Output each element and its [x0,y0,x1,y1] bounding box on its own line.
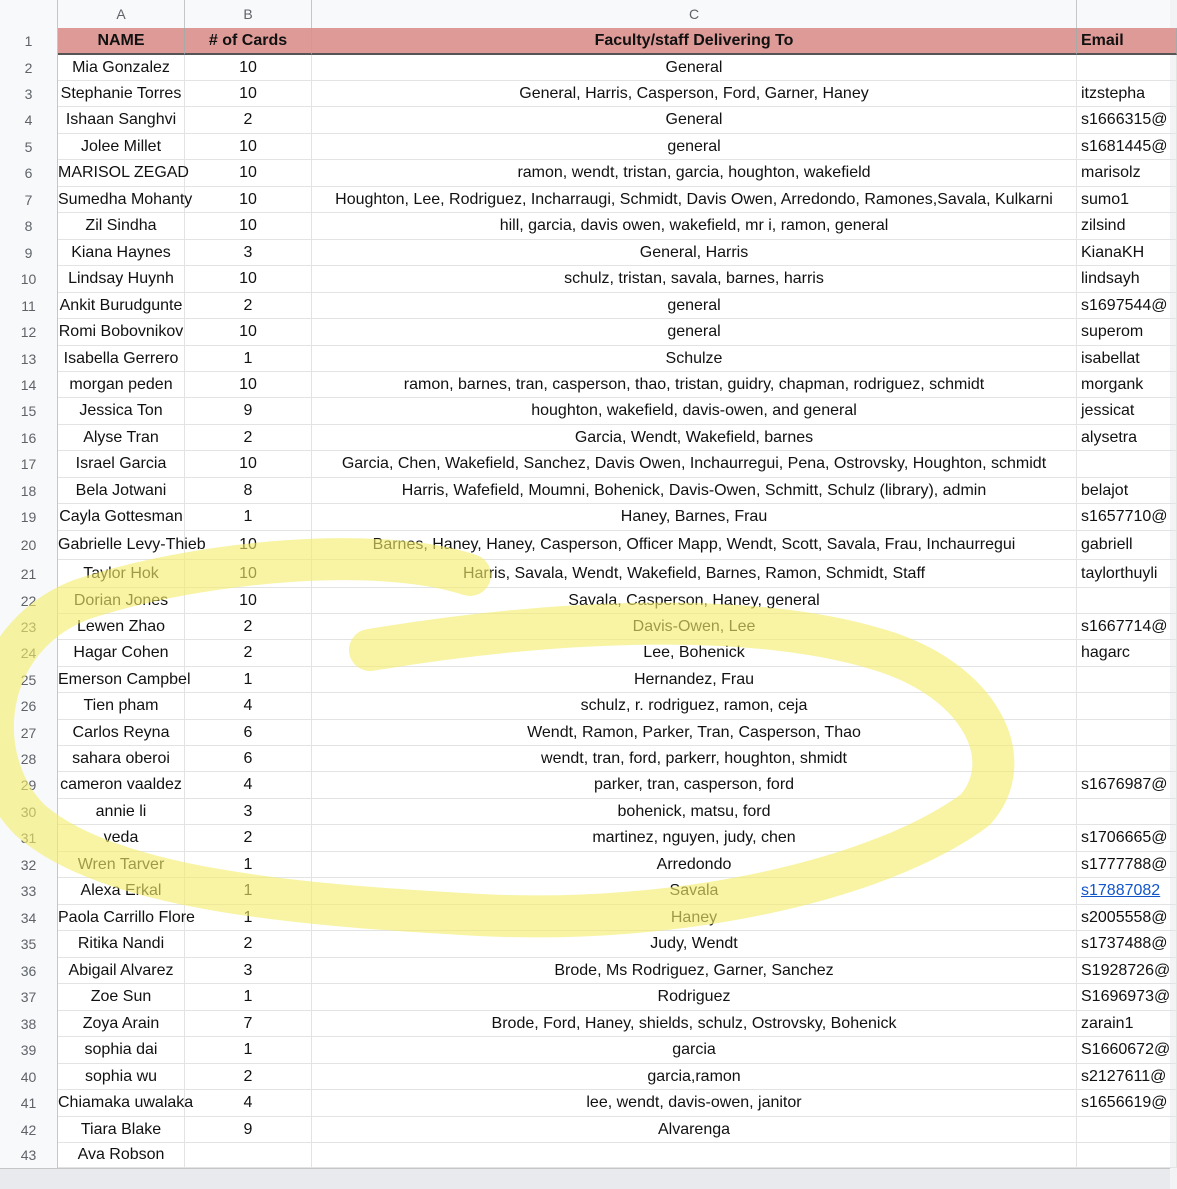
table-row [0,799,1170,825]
cell-cards[interactable]: 7 [185,1011,312,1037]
cell-name[interactable]: Ankit Burudgunte [58,293,185,319]
cell-email[interactable]: hagarc [1077,640,1177,667]
table-row [0,614,1170,640]
table-row [0,160,1170,187]
table-row [0,398,1170,425]
cell-faculty[interactable]: Arredondo [312,852,1077,878]
table-row [0,852,1170,878]
cell-cards[interactable]: 1 [185,852,312,878]
cell-faculty[interactable]: schulz, tristan, savala, barnes, harris [312,266,1077,293]
table-row [0,667,1170,693]
row-number[interactable]: 43 [0,1143,58,1168]
row-number[interactable]: 37 [0,984,58,1011]
cell-cards[interactable]: 8 [185,478,312,504]
cell-email[interactable]: superom [1077,319,1177,346]
cell-cards[interactable]: 10 [185,187,312,213]
row-number[interactable]: 33 [0,878,58,905]
cell-email[interactable] [1077,588,1177,614]
cell-faculty[interactable]: houghton, wakefield, davis-owen, and general [312,398,1077,425]
cell-cards[interactable]: 4 [185,772,312,799]
cell-name[interactable]: Sumedha Mohanty [58,187,185,213]
cell-cards[interactable]: 10 [185,55,312,81]
row-number[interactable]: 1 [0,28,58,55]
table-row [0,1143,1170,1168]
table-row [0,640,1170,667]
header-cell-email[interactable]: Email [1077,28,1177,55]
row-number[interactable]: 22 [0,588,58,614]
cell-email[interactable]: s1676987@ [1077,772,1177,799]
cell-faculty[interactable]: Garcia, Wendt, Wakefield, barnes [312,425,1077,451]
table-row [0,372,1170,398]
cell-faculty[interactable]: ramon, wendt, tristan, garcia, houghton, wakefield [312,160,1077,187]
cell-faculty[interactable]: general [312,319,1077,346]
cell-cards[interactable]: 6 [185,746,312,772]
cell-name[interactable]: Israel Garcia [58,451,185,478]
cell-name[interactable]: Taylor Hok [58,560,185,588]
cell-email[interactable] [1077,799,1177,825]
cell-email[interactable]: s1681445@ [1077,134,1177,160]
table-row [0,931,1170,958]
cell-cards[interactable]: 1 [185,346,312,372]
row-number[interactable]: 24 [0,640,58,667]
row-number[interactable]: 10 [0,266,58,293]
row-number[interactable]: 7 [0,187,58,213]
cell-faculty[interactable]: garcia,ramon [312,1064,1077,1090]
cell-faculty[interactable]: Lee, Bohenick [312,640,1077,667]
column-header-b[interactable]: B [185,0,312,28]
row-number[interactable]: 3 [0,81,58,107]
cell-name[interactable]: Cayla Gottesman [58,504,185,531]
cell-email[interactable] [1077,693,1177,720]
cell-cards[interactable]: 2 [185,614,312,640]
cell-email[interactable]: s1706665@ [1077,825,1177,852]
row-number[interactable]: 16 [0,425,58,451]
table-row [0,958,1170,984]
row-number[interactable]: 38 [0,1011,58,1037]
cell-name[interactable]: Carlos Reyna [58,720,185,746]
cell-cards[interactable]: 6 [185,720,312,746]
cell-cards[interactable]: 10 [185,372,312,398]
cell-name[interactable]: cameron vaaldez [58,772,185,799]
table-row [0,134,1170,160]
cell-name[interactable]: Jessica Ton [58,398,185,425]
cell-faculty[interactable]: bohenick, matsu, ford [312,799,1077,825]
cell-faculty[interactable]: hill, garcia, davis owen, wakefield, mr i, ramon, general [312,213,1077,240]
cell-email[interactable] [1077,1143,1177,1168]
column-header-a[interactable]: A [58,0,185,28]
row-number[interactable]: 36 [0,958,58,984]
table-row [0,693,1170,720]
table-row [0,266,1170,293]
cell-email[interactable]: s1666315@ [1077,107,1177,134]
cell-email[interactable]: morgank [1077,372,1177,398]
cell-cards[interactable]: 10 [185,319,312,346]
cell-cards[interactable]: 2 [185,640,312,667]
cell-cards[interactable]: 2 [185,1064,312,1090]
cell-name[interactable]: Ritika Nandi [58,931,185,958]
table-row [0,187,1170,213]
cell-email[interactable]: KianaKH [1077,240,1177,266]
cell-email[interactable]: itzstepha [1077,81,1177,107]
cell-name[interactable]: Dorian Jones [58,588,185,614]
table-row [0,560,1170,588]
cell-name[interactable]: Emerson Campbel [58,667,185,693]
row-number[interactable]: 5 [0,134,58,160]
header-cell-name[interactable]: NAME [58,28,185,55]
cell-email[interactable]: zilsind [1077,213,1177,240]
cell-email[interactable]: S1928726@ [1077,958,1177,984]
table-row [0,588,1170,614]
cell-faculty[interactable]: Savala, Casperson, Haney, general [312,588,1077,614]
cell-email[interactable]: alysetra [1077,425,1177,451]
cell-faculty[interactable]: Haney, Barnes, Frau [312,504,1077,531]
cell-name[interactable]: Isabella Gerrero [58,346,185,372]
cell-faculty[interactable]: Rodriguez [312,984,1077,1011]
cell-cards[interactable]: 1 [185,667,312,693]
cell-faculty[interactable]: Davis-Owen, Lee [312,614,1077,640]
cell-faculty[interactable]: General, Harris, Casperson, Ford, Garner, Haney [312,81,1077,107]
row-number[interactable]: 12 [0,319,58,346]
cell-cards[interactable]: 3 [185,240,312,266]
cell-faculty[interactable]: Garcia, Chen, Wakefield, Sanchez, Davis Owen, Inchaurregui, Pena, Ostrovsky, Houghton, schmidt [312,451,1077,478]
cell-name[interactable]: Chiamaka uwalaka [58,1090,185,1117]
cell-faculty[interactable]: Savala [312,878,1077,905]
table-row [0,772,1170,799]
cell-email[interactable]: s2127611@ [1077,1064,1177,1090]
row-number[interactable]: 41 [0,1090,58,1117]
table-row [0,720,1170,746]
header-cell-faculty[interactable]: Faculty/staff Delivering To [312,28,1077,55]
row-number[interactable]: 39 [0,1037,58,1064]
table-row [0,293,1170,319]
cell-email[interactable]: s1737488@ [1077,931,1177,958]
cell-cards[interactable]: 3 [185,799,312,825]
cell-cards[interactable]: 1 [185,504,312,531]
column-header-bar [0,0,1170,29]
cell-cards[interactable]: 4 [185,693,312,720]
cell-email[interactable]: S1660672@ [1077,1037,1177,1064]
cell-cards[interactable]: 1 [185,878,312,905]
row-number[interactable]: 34 [0,905,58,931]
cell-name[interactable]: Alyse Tran [58,425,185,451]
cell-email[interactable]: s1777788@ [1077,852,1177,878]
row-number[interactable]: 21 [0,560,58,588]
cell-cards[interactable]: 10 [185,213,312,240]
table-row [0,478,1170,504]
cell-email[interactable]: lindsayh [1077,266,1177,293]
table-row [0,905,1170,931]
cell-faculty[interactable]: Alvarenga [312,1117,1077,1143]
table-row [0,825,1170,852]
cell-cards[interactable]: 10 [185,266,312,293]
row-number[interactable]: 17 [0,451,58,478]
cell-cards[interactable]: 10 [185,560,312,588]
table-row [0,1064,1170,1090]
cell-cards[interactable]: 10 [185,81,312,107]
cell-email[interactable]: s17887082 [1077,878,1177,905]
row-number[interactable]: 26 [0,693,58,720]
cell-faculty[interactable]: Harris, Savala, Wendt, Wakefield, Barnes, Ramon, Schmidt, Staff [312,560,1077,588]
cell-email[interactable]: isabellat [1077,346,1177,372]
cell-email[interactable] [1077,55,1177,81]
cell-name[interactable]: Hagar Cohen [58,640,185,667]
cell-name[interactable]: Tien pham [58,693,185,720]
cell-cards[interactable]: 1 [185,984,312,1011]
row-number[interactable]: 11 [0,293,58,319]
cell-email[interactable]: s1656619@ [1077,1090,1177,1117]
row-number[interactable]: 9 [0,240,58,266]
table-row [0,878,1170,905]
cell-name[interactable]: MARISOL ZEGAD [58,160,185,187]
row-number[interactable]: 31 [0,825,58,852]
table-row [0,425,1170,451]
cell-cards[interactable]: 3 [185,958,312,984]
cell-cards[interactable]: 9 [185,398,312,425]
row-number[interactable]: 8 [0,213,58,240]
row-number[interactable]: 28 [0,746,58,772]
cell-faculty[interactable]: Wendt, Ramon, Parker, Tran, Casperson, Thao [312,720,1077,746]
cell-cards[interactable]: 10 [185,451,312,478]
table-row [0,346,1170,372]
cell-name[interactable]: annie li [58,799,185,825]
table-row [0,107,1170,134]
cell-name[interactable]: Abigail Alvarez [58,958,185,984]
table-row [0,984,1170,1011]
row-number[interactable]: 25 [0,667,58,693]
cell-email[interactable]: zarain1 [1077,1011,1177,1037]
cell-email[interactable]: gabriell [1077,531,1177,560]
cell-email[interactable]: s1657710@ [1077,504,1177,531]
row-number[interactable]: 32 [0,852,58,878]
cell-cards[interactable]: 10 [185,588,312,614]
cell-name[interactable]: morgan peden [58,372,185,398]
cell-name[interactable]: Tiara Blake [58,1117,185,1143]
cell-cards[interactable]: 2 [185,107,312,134]
table-row [0,746,1170,772]
cell-email[interactable]: taylorthuyli [1077,560,1177,588]
cell-cards[interactable] [185,1143,312,1168]
cell-name[interactable]: Zoya Arain [58,1011,185,1037]
table-row [0,213,1170,240]
cell-email[interactable]: belajot [1077,478,1177,504]
cell-faculty[interactable]: Brode, Ms Rodriguez, Garner, Sanchez [312,958,1077,984]
cell-faculty[interactable]: Schulze [312,346,1077,372]
cell-faculty[interactable]: general [312,293,1077,319]
sheet-bottom-bar [0,1168,1170,1189]
row-number[interactable]: 42 [0,1117,58,1143]
cell-cards[interactable]: 2 [185,825,312,852]
header-row [0,28,1170,55]
cell-faculty[interactable]: Brode, Ford, Haney, shields, schulz, Ostrovsky, Bohenick [312,1011,1077,1037]
cell-email[interactable]: s1697544@ [1077,293,1177,319]
cell-cards[interactable]: 1 [185,905,312,931]
row-number[interactable]: 23 [0,614,58,640]
row-number[interactable]: 30 [0,799,58,825]
cell-faculty[interactable]: General [312,107,1077,134]
table-row [0,504,1170,531]
row-number[interactable]: 4 [0,107,58,134]
cell-email[interactable]: S1696973@ [1077,984,1177,1011]
cell-email[interactable] [1077,720,1177,746]
row-number[interactable]: 13 [0,346,58,372]
table-row [0,1037,1170,1064]
column-header-c[interactable]: C [312,0,1077,28]
table-row [0,531,1170,560]
cell-name[interactable]: Mia Gonzalez [58,55,185,81]
cell-cards[interactable]: 10 [185,531,312,560]
row-number[interactable]: 35 [0,931,58,958]
cell-email[interactable]: jessicat [1077,398,1177,425]
cell-email[interactable] [1077,746,1177,772]
cell-faculty[interactable]: wendt, tran, ford, parkerr, houghton, shmidt [312,746,1077,772]
table-row [0,81,1170,107]
cell-email[interactable] [1077,1117,1177,1143]
cell-cards[interactable]: 2 [185,425,312,451]
table-row [0,319,1170,346]
cell-faculty[interactable] [312,1143,1077,1168]
table-row [0,1011,1170,1037]
cell-faculty[interactable]: Houghton, Lee, Rodriguez, Incharraugi, Schmidt, Davis Owen, Arredondo, Ramones,Savala, Kulkarni [312,187,1077,213]
cell-cards[interactable]: 10 [185,160,312,187]
row-number[interactable]: 18 [0,478,58,504]
cell-faculty[interactable]: Hernandez, Frau [312,667,1077,693]
cell-name[interactable]: sophia dai [58,1037,185,1064]
cell-name[interactable]: veda [58,825,185,852]
row-number[interactable]: 20 [0,531,58,560]
table-row [0,1117,1170,1143]
cell-name[interactable]: Ishaan Sanghvi [58,107,185,134]
cell-name[interactable]: Stephanie Torres [58,81,185,107]
cell-cards[interactable]: 9 [185,1117,312,1143]
cell-name[interactable]: Bela Jotwani [58,478,185,504]
row-number[interactable]: 29 [0,772,58,799]
cell-faculty[interactable]: schulz, r. rodriguez, ramon, ceja [312,693,1077,720]
cell-faculty[interactable]: Barnes, Haney, Haney, Casperson, Officer Mapp, Wendt, Scott, Savala, Frau, Inchaurregui [312,531,1077,560]
cell-faculty[interactable]: ramon, barnes, tran, casperson, thao, tristan, guidry, chapman, rodriguez, schmidt [312,372,1077,398]
cell-name[interactable]: Alexa Erkal [58,878,185,905]
cell-name[interactable]: Jolee Millet [58,134,185,160]
row-number[interactable]: 2 [0,55,58,81]
row-number[interactable]: 14 [0,372,58,398]
header-cell-cards[interactable]: # of Cards [185,28,312,55]
row-number[interactable]: 19 [0,504,58,531]
cell-name[interactable]: Ava Robson [58,1143,185,1168]
table-row [0,1090,1170,1117]
cell-name[interactable]: Gabrielle Levy-Thieb [58,531,185,560]
cell-email[interactable]: sumo1 [1077,187,1177,213]
cell-faculty[interactable]: Haney [312,905,1077,931]
cell-email[interactable]: s1667714@ [1077,614,1177,640]
cell-name[interactable]: Lewen Zhao [58,614,185,640]
cell-cards[interactable]: 10 [185,134,312,160]
cell-faculty[interactable]: martinez, nguyen, judy, chen [312,825,1077,852]
cell-name[interactable]: Zil Sindha [58,213,185,240]
cell-name[interactable]: Romi Bobovnikov [58,319,185,346]
table-row [0,451,1170,478]
cell-faculty[interactable]: general [312,134,1077,160]
row-number[interactable]: 6 [0,160,58,187]
table-row [0,55,1170,81]
row-number[interactable]: 15 [0,398,58,425]
cell-faculty[interactable]: Harris, Wafefield, Moumni, Bohenick, Davis-Owen, Schmitt, Schulz (library), admin [312,478,1077,504]
cell-cards[interactable]: 4 [185,1090,312,1117]
cell-faculty[interactable]: General, Harris [312,240,1077,266]
cell-name[interactable]: Kiana Haynes [58,240,185,266]
select-all-corner[interactable] [0,0,58,28]
cell-cards[interactable]: 2 [185,293,312,319]
cell-email[interactable] [1077,451,1177,478]
row-number[interactable]: 40 [0,1064,58,1090]
cell-name[interactable]: sahara oberoi [58,746,185,772]
cell-email[interactable]: marisolz [1077,160,1177,187]
cell-name[interactable]: sophia wu [58,1064,185,1090]
cell-name[interactable]: Wren Tarver [58,852,185,878]
cell-email[interactable]: s2005558@ [1077,905,1177,931]
cell-name[interactable]: Zoe Sun [58,984,185,1011]
cell-name[interactable]: Paola Carrillo Flore [58,905,185,931]
cell-cards[interactable]: 1 [185,1037,312,1064]
cell-name[interactable]: Lindsay Huynh [58,266,185,293]
cell-faculty[interactable]: lee, wendt, davis-owen, janitor [312,1090,1077,1117]
cell-cards[interactable]: 2 [185,931,312,958]
row-number[interactable]: 27 [0,720,58,746]
cell-faculty[interactable]: General [312,55,1077,81]
cell-faculty[interactable]: Judy, Wendt [312,931,1077,958]
cell-faculty[interactable]: garcia [312,1037,1077,1064]
table-row [0,240,1170,266]
cell-faculty[interactable]: parker, tran, casperson, ford [312,772,1077,799]
cell-email[interactable] [1077,667,1177,693]
